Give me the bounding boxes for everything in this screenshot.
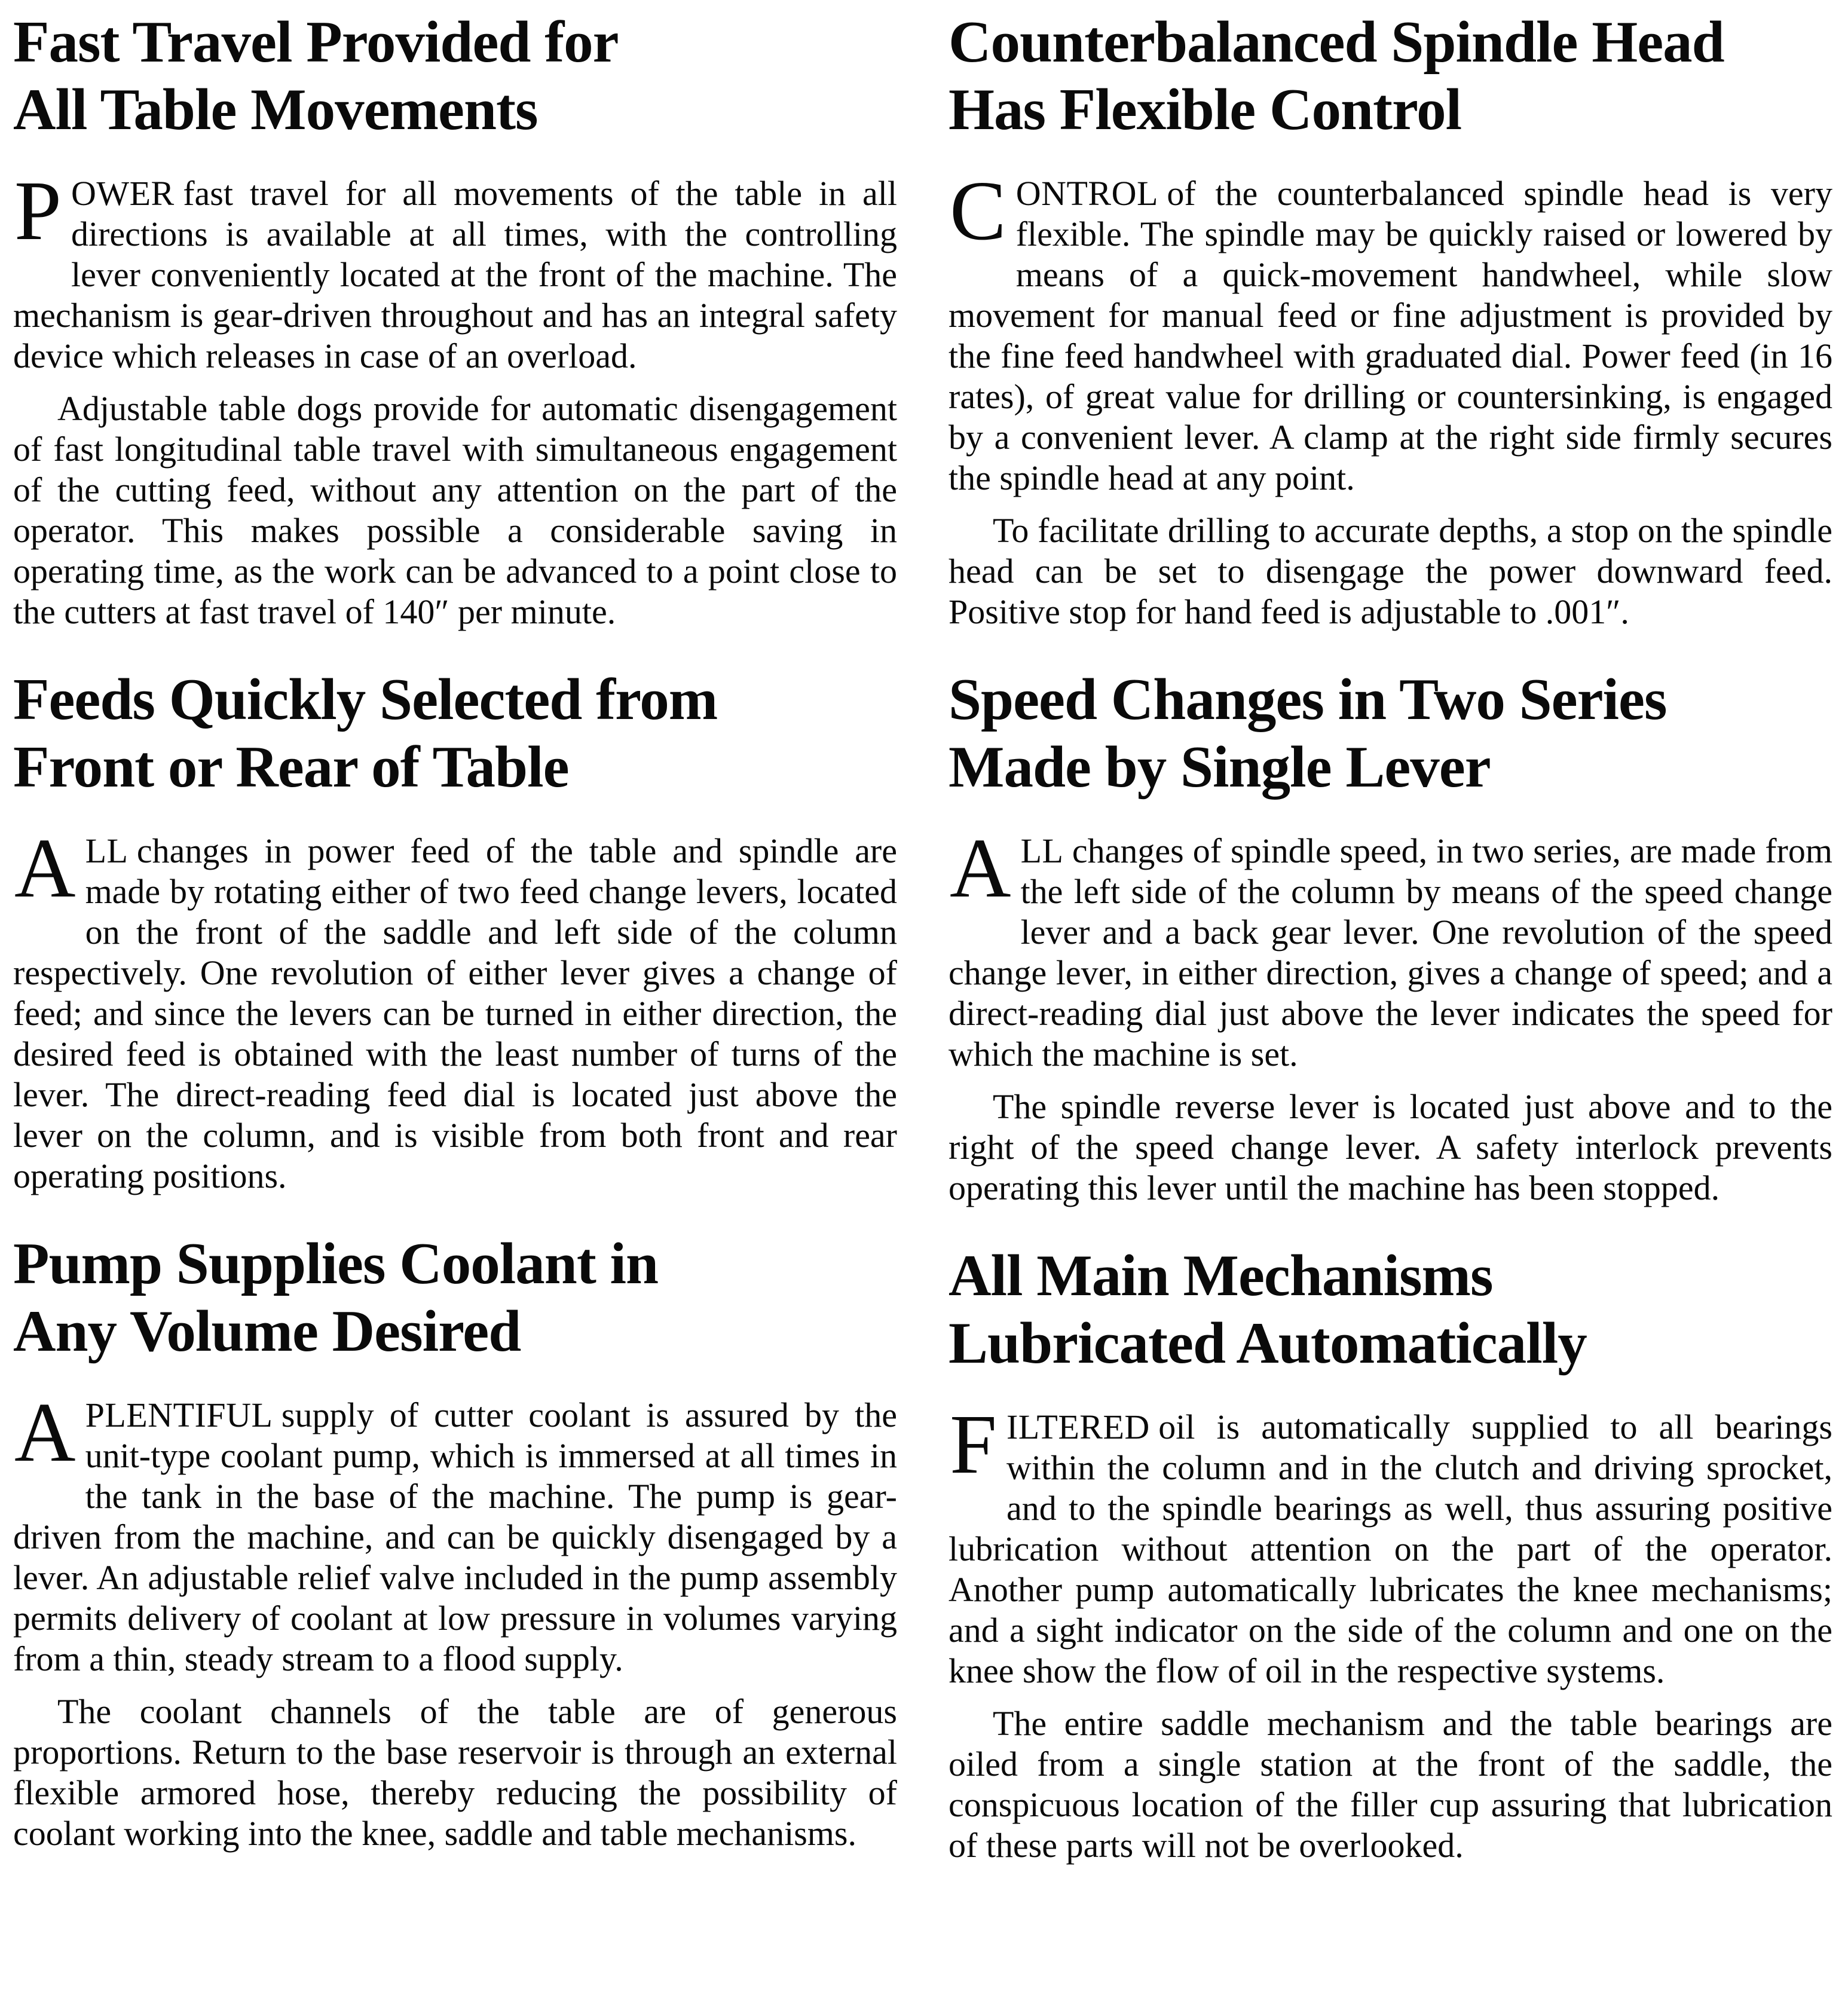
section-heading bbox=[13, 8, 897, 143]
section-feeds-selected bbox=[13, 666, 897, 1197]
section-heading bbox=[13, 1230, 897, 1365]
paragraph: To facilitate drilling to accurate depths, a stop on the spindle head can be set to disengage the power downward feed. Positive stop for hand feed is adjustable to .001″. bbox=[949, 511, 1832, 631]
section-fast-travel bbox=[13, 8, 897, 632]
paragraph bbox=[13, 1385, 897, 1679]
heading-line: Fast Travel Provided for bbox=[13, 10, 619, 75]
paragraph: Adjustable table dogs provide for automatic disengagement of fast longitudinal table travel with simultaneous engagement of the cutting feed, without any attention on the part of the operator. This makes possible a considerable saving in operating time, as the work can be advanced to a point close to the cutters at fast travel of 140″ per minute. bbox=[13, 389, 897, 631]
section-heading bbox=[949, 1242, 1832, 1377]
heading-line: Made by Single Lever bbox=[949, 735, 1491, 800]
heading-line: Feeds Quickly Selected from bbox=[13, 667, 718, 732]
drop-cap: F bbox=[950, 1397, 997, 1491]
section-pump-coolant bbox=[13, 1230, 897, 1854]
lead-word: OWER bbox=[71, 174, 175, 213]
paragraph bbox=[949, 163, 1832, 498]
paragraph bbox=[949, 821, 1832, 1075]
lead-word: ONTROL bbox=[1015, 174, 1158, 213]
paragraph bbox=[13, 821, 897, 1197]
heading-line: All Table Movements bbox=[13, 77, 538, 142]
section-spindle-head bbox=[949, 8, 1832, 632]
lead-word: LL bbox=[85, 831, 128, 870]
lead-word: LL bbox=[1020, 831, 1064, 870]
paragraph-text: changes of spindle speed, in two series, are made from the left side of the column by means of the speed change lever and a back gear lever. One revolution of the speed change lever, in either direction, gives a change of speed; and a direct-reading dial just above the lever indicates the speed for which the machine is set. bbox=[949, 831, 1832, 1073]
column-right bbox=[949, 8, 1832, 2004]
heading-line: Has Flexible Control bbox=[949, 77, 1462, 142]
paragraph-text: supply of cutter coolant is assured by the unit-type coolant pump, which is immersed at all times in the tank in the base of the machine. The pump is gear-driven from the machine, and can be quickly disengaged by a lever. An adjustable relief valve included in the pump assembly permits delivery of coolant at low pressure in volumes varying from a thin, steady stream to a flood supply. bbox=[13, 1396, 897, 1678]
paragraph: The entire saddle mechanism and the table bearings are oiled from a single station at the front of the saddle, the conspicuous location of the filler cup assuring that lubrication of these parts will not be overlooked. bbox=[949, 1704, 1832, 1865]
drop-cap: A bbox=[14, 1385, 76, 1479]
heading-line: Speed Changes in Two Series bbox=[949, 667, 1667, 732]
paragraph-text: fast travel for all movements of the table in all directions is available at all times, with the controlling lever conveniently located at the front of the machine. The mechanism is gear-driven throughout and has an integral safety device which releases in case of an overload. bbox=[13, 174, 897, 375]
heading-line: Lubricated Automatically bbox=[949, 1311, 1587, 1376]
drop-cap: A bbox=[950, 821, 1011, 915]
heading-line: Any Volume Desired bbox=[13, 1299, 521, 1364]
section-heading bbox=[949, 666, 1832, 801]
paragraph-text: oil is automatically supplied to all bearings within the column and in the clutch and driving sprocket, and to the spindle bearings as well, thus assuring positive lubrication without attention on the part of the operator. Another pump automatically lubricates the knee mechanisms; and a sight indicator on the side of the column and one on the knee show the flow of oil in the respective systems. bbox=[949, 1408, 1832, 1690]
paragraph bbox=[13, 163, 897, 377]
drop-cap: A bbox=[14, 821, 76, 915]
section-heading bbox=[13, 666, 897, 801]
section-lubrication bbox=[949, 1242, 1832, 1866]
heading-line: Counterbalanced Spindle Head bbox=[949, 10, 1724, 75]
heading-line: All Main Mechanisms bbox=[949, 1243, 1493, 1308]
heading-line: Front or Rear of Table bbox=[13, 735, 569, 800]
paragraph-text: changes in power feed of the table and spindle are made by rotating either of two feed change levers, located on the front of the saddle and left side of the column respectively. One revolution of either lever gives a change of feed; and since the levers can be turned in either direction, the desired feed is obtained with the least number of turns of the lever. The direct-reading feed dial is located just above the lever on the column, and is visible from both front and rear operating positions. bbox=[13, 831, 897, 1195]
paragraph: The coolant channels of the table are of generous proportions. Return to the base reservoir is through an external flexible armored hose, thereby reducing the possibility of coolant working into the knee, saddle and table mechanisms. bbox=[13, 1692, 897, 1853]
section-speed-changes bbox=[949, 666, 1832, 1208]
column-left bbox=[13, 8, 897, 2004]
paragraph bbox=[949, 1397, 1832, 1691]
paragraph-text: of the counterbalanced spindle head is very flexible. The spindle may be quickly raised or lowered by means of a quick-movement handwheel, while slow movement for manual feed or fine adjustment is provided by the fine feed handwheel with graduated dial. Power feed (in 16 rates), of great value for drilling or countersinking, is engaged by a convenient lever. A clamp at the right side firmly secures the spindle head at any point. bbox=[949, 174, 1832, 497]
paragraph: The spindle reverse lever is located just above and to the right of the speed change lever. A safety interlock prevents operating this lever until the machine has been stopped. bbox=[949, 1087, 1832, 1207]
lead-word: PLENTIFUL bbox=[85, 1396, 273, 1434]
lead-word: ILTERED bbox=[1006, 1408, 1150, 1446]
heading-line: Pump Supplies Coolant in bbox=[13, 1231, 659, 1296]
drop-cap: P bbox=[14, 163, 62, 258]
section-heading bbox=[949, 8, 1832, 143]
drop-cap: C bbox=[950, 163, 1006, 258]
